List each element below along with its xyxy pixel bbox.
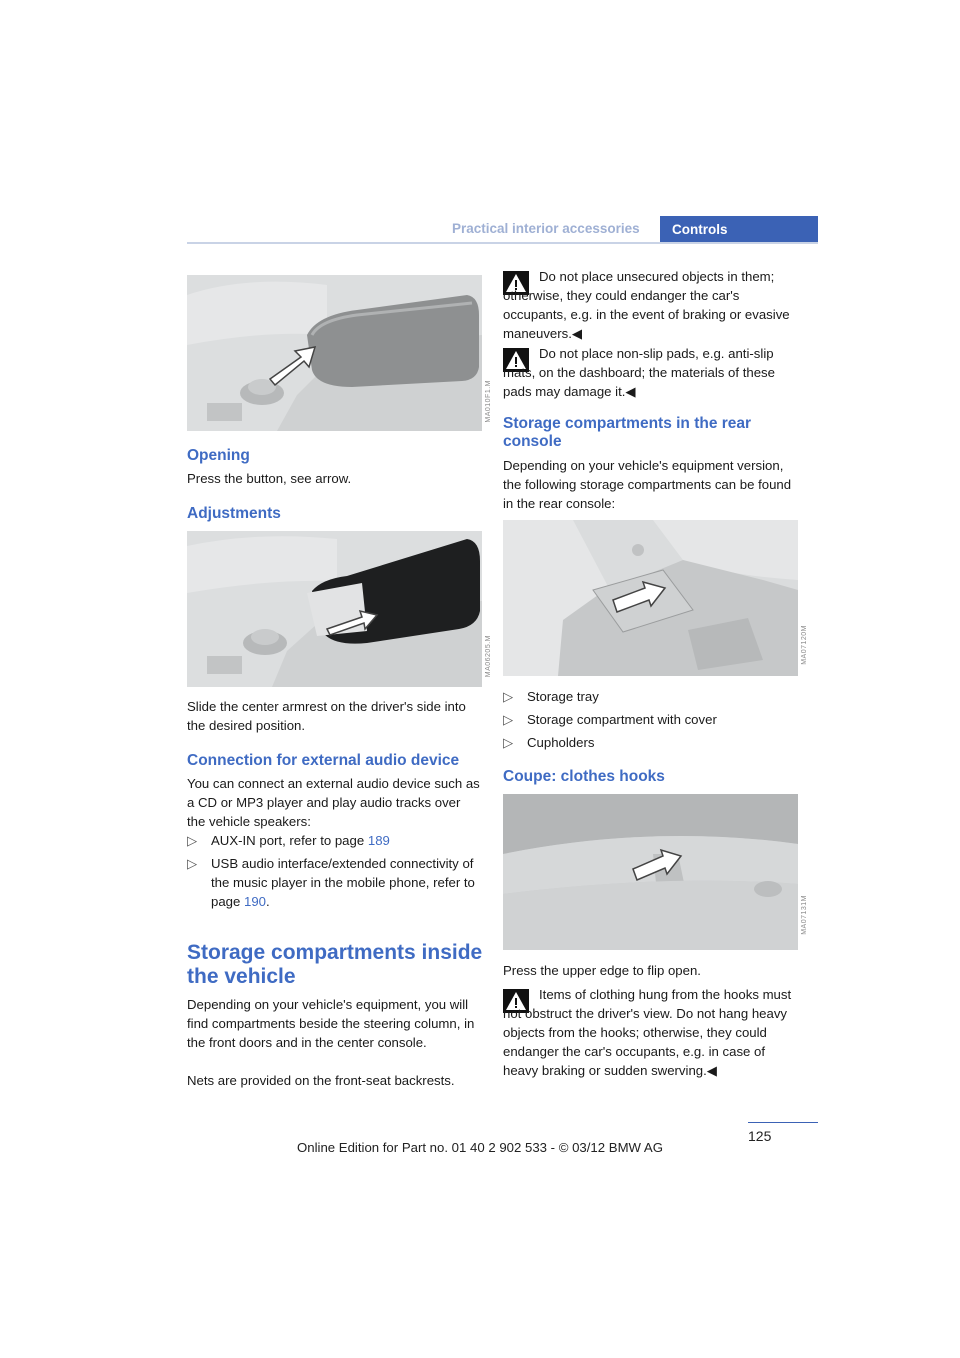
bullet-marker: ▷ (187, 833, 198, 848)
clothes-hooks-heading: Coupe: clothes hooks (503, 768, 665, 785)
rear-console-illustration (503, 520, 798, 676)
list-item-text: Storage compartment with cover (527, 712, 717, 727)
header-tab-controls: Controls (660, 216, 818, 243)
opening-heading: Opening (187, 447, 250, 464)
list-item (503, 733, 798, 752)
image-code: MA07120M (801, 625, 808, 665)
page-link-190[interactable]: 190 (244, 894, 267, 909)
audio-text: You can connect an external audio device such as a CD or MP3 player and play audio tracks over the vehicle speakers: (187, 776, 480, 829)
warning-text-3 (503, 985, 798, 1080)
list-item-text: Storage tray (527, 689, 599, 704)
hooks-text: Press the upper edge to flip open. (503, 963, 701, 978)
warning-2-body: Do not place non-slip pads, e.g. anti-slip mats, on the dashboard; the materials of these pads may damage it. (503, 346, 775, 399)
header-rule (187, 242, 818, 244)
warning-3-body: Items of clothing hung from the hooks must not obstruct the driver's view. Do not hang heavy objects from the hooks; otherwise, they could endanger the car's occupants, e.g. in case of heavy braking or sudden swerving. (503, 987, 792, 1078)
armrest-adjust-illustration (187, 531, 482, 687)
list-item (503, 710, 798, 729)
list-item-text: Cupholders (527, 735, 595, 750)
page-link-189[interactable]: 189 (367, 833, 390, 848)
list-item-end: . (266, 894, 270, 909)
audio-heading: Connection for external audio device (187, 752, 460, 769)
bullet-marker: ▷ (187, 856, 198, 871)
bullet-marker: ▷ (503, 735, 514, 750)
bullet-marker: ▷ (503, 689, 514, 704)
storage-text: Depending on your vehicle's equipment, you will find compartments beside the steering column, in the front doors and in the center console. (187, 997, 475, 1050)
footer-edition: Online Edition for Part no. 01 40 2 902 533 - © 03/12 BMW AG (297, 1140, 663, 1155)
opening-text: Press the button, see arrow. (187, 471, 352, 486)
page-number-rule (748, 1122, 818, 1123)
header-section-title: Practical interior accessories (452, 221, 640, 236)
image-code: MA07131M (801, 895, 808, 935)
end-mark: ◀ (625, 384, 636, 399)
adjustments-heading: Adjustments (187, 505, 281, 522)
list-item (503, 687, 798, 706)
warning-text-1 (503, 267, 798, 343)
armrest-open-illustration (187, 275, 482, 431)
storage-heading: Storage compartments inside the vehicle (187, 941, 483, 988)
bullet-marker: ▷ (503, 712, 514, 727)
rear-console-heading: Storage compartments in the rear console (503, 415, 752, 450)
end-mark: ◀ (571, 326, 583, 341)
end-mark: ◀ (706, 1063, 717, 1078)
rear-console-text: Depending on your vehicle's equipment version, the following storage compartments can be found in the rear console: (503, 458, 792, 511)
list-item (187, 831, 482, 850)
list-item-text: USB audio interface/extended connectivity of the music player in the mobile phone, refer to page (211, 856, 475, 909)
image-code: MA010F1.M (485, 380, 492, 423)
warning-1-body: Do not place unsecured objects in them; otherwise, they could endanger the car's occupants, e.g. in the event of braking or evasive maneuvers. (503, 269, 790, 341)
image-code: MA06205.M (485, 635, 492, 678)
list-item-text: AUX-IN port, refer to page (211, 833, 368, 848)
clothes-hooks-illustration (503, 794, 798, 950)
list-item (187, 854, 482, 911)
page-number: 125 (748, 1128, 772, 1144)
nets-text: Nets are provided on the front-seat backrests. (187, 1073, 455, 1088)
adjust-text: Slide the center armrest on the driver's side into the desired position. (187, 699, 466, 733)
warning-text-2 (503, 344, 798, 401)
